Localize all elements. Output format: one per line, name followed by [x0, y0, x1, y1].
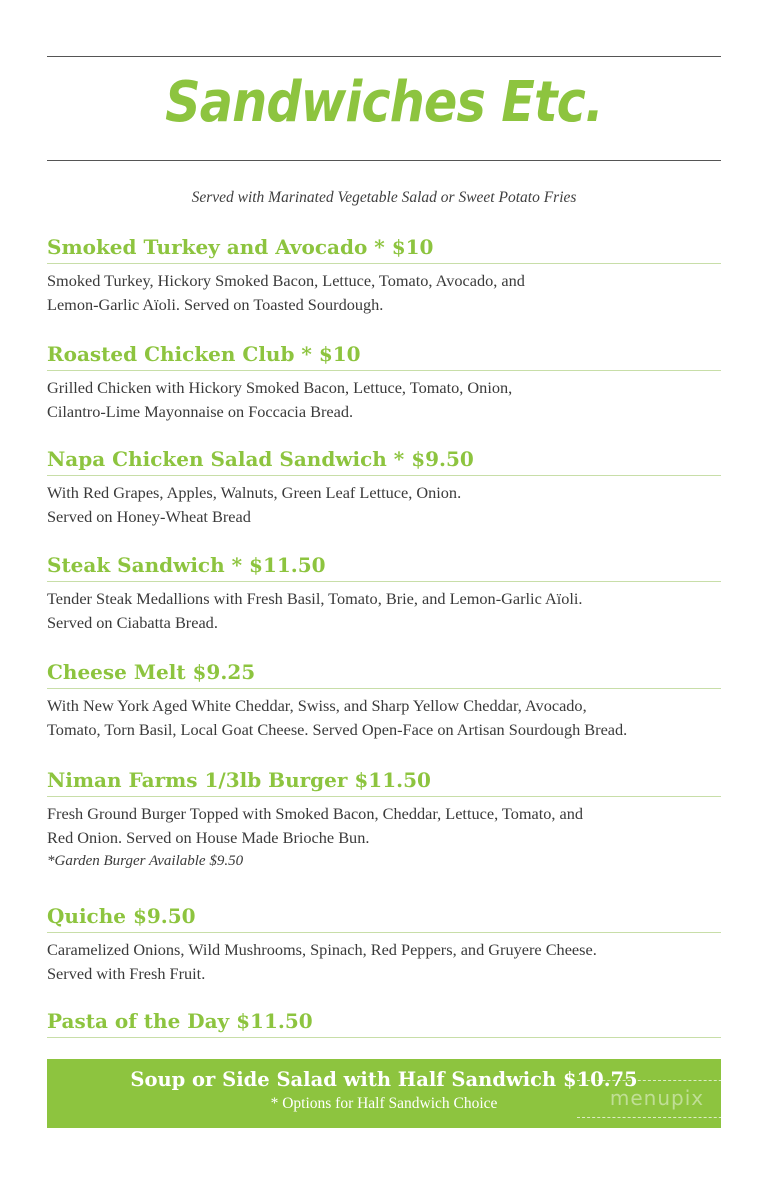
menu-item-cheese-melt: [47, 657, 721, 741]
menu-subtitle: Served with Marinated Vegetable Salad or Sweet Potato Fries: [191, 189, 577, 206]
menu-item-pasta-of-the-day: [47, 1006, 721, 1038]
item-desc-line: With Red Grapes, Apples, Walnuts, Green Leaf Lettuce, Onion.: [47, 483, 462, 502]
item-heading: Niman Farms 1/3lb Burger $11.50: [47, 765, 721, 797]
banner-subtitle: * Options for Half Sandwich Choice: [270, 1095, 498, 1112]
item-heading: Napa Chicken Salad Sandwich * $9.50: [47, 444, 721, 476]
item-desc-line: Caramelized Onions, Wild Mushrooms, Spinach, Red Peppers, and Gruyere Cheese.: [47, 940, 597, 959]
item-desc-line: Tomato, Torn Basil, Local Goat Cheese. Served Open-Face on Artisan Sourdough Bread.: [47, 719, 628, 739]
item-description: [47, 269, 721, 316]
menu-item-steak-sandwich: [47, 550, 721, 634]
item-heading: Roasted Chicken Club * $10: [47, 339, 721, 371]
item-heading: Steak Sandwich * $11.50: [47, 550, 721, 582]
item-desc-line: Smoked Turkey, Hickory Smoked Bacon, Lettuce, Tomato, Avocado, and: [47, 271, 525, 290]
item-desc-line: Grilled Chicken with Hickory Smoked Bacon, Lettuce, Tomato, Onion,: [47, 378, 513, 397]
item-desc-line: Red Onion. Served on House Made Brioche Bun.: [47, 827, 370, 847]
menu-item-roasted-chicken-club: [47, 339, 721, 423]
item-desc-line: Served on Honey-Wheat Bread: [47, 506, 251, 526]
item-desc-line: Served on Ciabatta Bread.: [47, 612, 218, 632]
item-desc-line: Tender Steak Medallions with Fresh Basil, Tomato, Brie, and Lemon-Garlic Aïoli.: [47, 589, 583, 608]
item-heading: Quiche $9.50: [47, 901, 721, 933]
menu-item-napa-chicken-salad: [47, 444, 721, 528]
item-desc-line: Fresh Ground Burger Topped with Smoked Bacon, Cheddar, Lettuce, Tomato, and: [47, 804, 584, 823]
item-description: [47, 481, 721, 528]
item-heading: Cheese Melt $9.25: [47, 657, 721, 689]
menu-item-quiche: [47, 901, 721, 985]
item-heading: Pasta of the Day $11.50: [47, 1006, 721, 1038]
item-description: [47, 587, 721, 634]
banner-title: Soup or Side Salad with Half Sandwich $10.75: [130, 1068, 638, 1091]
item-desc-line: Cilantro-Lime Mayonnaise on Foccacia Bread.: [47, 401, 354, 421]
item-desc-line: With New York Aged White Cheddar, Swiss, and Sharp Yellow Cheddar, Avocado,: [47, 696, 587, 715]
item-note: *Garden Burger Available $9.50: [47, 853, 244, 869]
title-divider: [47, 160, 721, 161]
menu-item-smoked-turkey: [47, 232, 721, 316]
menu-item-niman-burger: [47, 765, 721, 870]
item-description: [47, 694, 721, 741]
item-description: [47, 802, 721, 849]
top-divider: [47, 56, 721, 57]
item-desc-line: Lemon-Garlic Aïoli. Served on Toasted Sourdough.: [47, 294, 384, 314]
item-description: [47, 376, 721, 423]
item-description: [47, 938, 721, 985]
item-desc-line: Served with Fresh Fruit.: [47, 963, 206, 983]
item-heading: Smoked Turkey and Avocado * $10: [47, 232, 721, 264]
menupix-watermark: menupix: [577, 1080, 737, 1118]
page-title: Sandwiches Etc.: [165, 70, 603, 135]
